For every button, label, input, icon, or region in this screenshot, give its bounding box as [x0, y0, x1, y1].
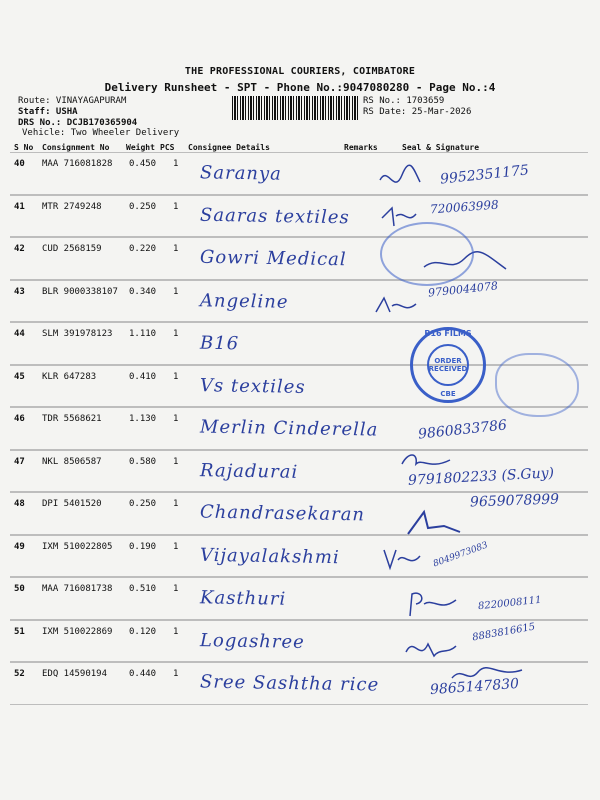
- stamp-bottom-text: CBE: [440, 390, 456, 398]
- row-consignee: Angeline: [199, 289, 289, 313]
- stamp-top-text: B16 FILMS: [424, 329, 472, 338]
- table-row: [10, 195, 588, 238]
- row-consignee: Sree Sashtha rice: [199, 671, 380, 696]
- company-title: THE PROFESSIONAL COURIERS, COIMBATORE: [184, 66, 416, 77]
- col-consignee: Consignee Details: [188, 143, 270, 152]
- row-consignee: Saaras textiles: [199, 204, 350, 228]
- row-sno: 43: [14, 286, 25, 297]
- row-sno: 44: [14, 329, 25, 339]
- row-weight: 0.440: [129, 669, 157, 679]
- row-pcs: 1: [173, 329, 179, 339]
- stamp-center-text: ORDER RECEIVED: [427, 344, 469, 386]
- row-consignee: Saranya: [199, 162, 283, 185]
- row-consignment: IXM 510022869: [42, 626, 113, 637]
- row-sno: 50: [14, 584, 25, 594]
- row-consignment: SLM 391978123: [42, 329, 113, 339]
- row-phone: 8220008111: [477, 594, 543, 613]
- row-consignee: Logashree: [199, 629, 305, 653]
- row-consignee: Rajadurai: [199, 459, 299, 483]
- row-consignment: KLR 647283: [42, 371, 97, 382]
- row-pcs: 1: [173, 584, 179, 594]
- faded-stamp: [495, 353, 579, 417]
- table-row: [10, 450, 588, 493]
- row-weight: 0.220: [129, 244, 157, 254]
- row-sno: 51: [14, 626, 25, 637]
- row-pcs: 1: [173, 201, 179, 212]
- vehicle-label: Vehicle: Two Wheeler Delivery: [22, 128, 180, 138]
- row-consignee: Vijayalakshmi: [199, 544, 340, 568]
- signature-49: [380, 542, 430, 574]
- table-row: [10, 620, 588, 663]
- table-row: [10, 407, 588, 450]
- row-pcs: 1: [173, 244, 179, 254]
- table-row: [10, 492, 588, 535]
- route-label: Route: VINAYAGAPURAM: [18, 96, 127, 106]
- row-sno: 46: [14, 414, 25, 424]
- row-phone: 9860833786: [417, 417, 508, 443]
- runsheet-subtitle: Delivery Runsheet - SPT - Phone No.:9047080280 - Page No.:4: [104, 81, 496, 94]
- row-phone: 8049973083: [432, 540, 490, 569]
- row-pcs: 1: [173, 626, 179, 637]
- staff-label: Staff: USHA: [18, 107, 78, 117]
- row-weight: 0.450: [129, 159, 157, 169]
- col-consignment: Consignment No: [42, 143, 110, 152]
- row-phone: 9659078999: [469, 491, 560, 511]
- row-weight: 0.340: [129, 286, 157, 297]
- rs-number: RS No.: 1703659: [363, 96, 445, 106]
- row-pcs: 1: [173, 371, 179, 382]
- row-consignee: Kasthuri: [199, 587, 287, 610]
- row-phone: 9865147830: [429, 675, 520, 699]
- row-weight: 0.410: [129, 371, 157, 382]
- table-row: [10, 535, 588, 578]
- row-consignee: Vs textiles: [199, 374, 306, 398]
- row-consignee: B16: [199, 332, 240, 355]
- row-phone: 9952351175: [439, 162, 530, 188]
- signature-47: [396, 450, 456, 476]
- rs-date: RS Date: 25-Mar-2026: [363, 107, 472, 117]
- row-pcs: 1: [173, 159, 179, 169]
- row-sno: 48: [14, 499, 25, 509]
- col-seal: Seal & Signature: [402, 143, 480, 152]
- row-sno: 45: [14, 371, 25, 382]
- row-consignment: MAA 716081828: [42, 159, 113, 169]
- col-pcs: PCS: [160, 143, 175, 152]
- row-weight: 0.510: [129, 584, 157, 594]
- row-consignment: MAA 716081738: [42, 584, 113, 594]
- order-received-stamp: [410, 327, 486, 403]
- row-consignment: TDR 5568621: [42, 414, 102, 424]
- signature-48: [404, 508, 464, 538]
- row-weight: 0.580: [129, 456, 157, 467]
- row-sno: 42: [14, 244, 25, 254]
- table-row: [10, 322, 588, 365]
- table-row: [10, 577, 588, 620]
- row-sno: 41: [14, 201, 25, 212]
- col-weight: Weight: [126, 143, 155, 152]
- signature-43: [372, 292, 422, 320]
- row-pcs: 1: [173, 541, 179, 552]
- row-weight: 0.190: [129, 541, 157, 552]
- row-phone: 8883816615: [471, 621, 537, 643]
- row-weight: 0.250: [129, 201, 157, 212]
- col-remarks: Remarks: [344, 143, 378, 152]
- row-sno: 49: [14, 541, 25, 552]
- signature-52: [448, 664, 528, 686]
- row-weight: 0.120: [129, 626, 157, 637]
- signature-50: [404, 588, 464, 622]
- row-pcs: 1: [173, 286, 179, 297]
- row-pcs: 1: [173, 456, 179, 467]
- col-sno: S No: [14, 143, 34, 152]
- row-consignee: Chandrasekaran: [199, 501, 366, 526]
- row-pcs: 1: [173, 414, 179, 424]
- row-sno: 47: [14, 456, 25, 467]
- row-consignee: Merlin Cinderella: [199, 416, 379, 441]
- drs-number: DRS No.: DCJB170365904: [18, 118, 138, 128]
- row-consignment: EDQ 14590194: [42, 669, 108, 679]
- row-consignment: MTR 2749248: [42, 201, 102, 212]
- signature-40: [370, 160, 450, 200]
- row-consignment: IXM 510022805: [42, 541, 113, 552]
- faded-stamp: [380, 222, 474, 286]
- row-consignment: DPI 5401520: [42, 499, 102, 509]
- row-weight: 1.130: [129, 414, 157, 424]
- table-row: [10, 280, 588, 323]
- row-consignment: CUD 2568159: [42, 244, 102, 254]
- runsheet-table: [10, 152, 588, 705]
- row-weight: 0.250: [129, 499, 157, 509]
- row-sno: 40: [14, 159, 25, 169]
- row-sno: 52: [14, 669, 25, 679]
- row-consignee: Gowri Medical: [199, 246, 347, 271]
- row-phone: 9790044078: [427, 278, 499, 300]
- row-weight: 1.110: [129, 329, 157, 339]
- row-phone: 720063998: [429, 197, 500, 216]
- barcode: [232, 96, 360, 120]
- row-pcs: 1: [173, 499, 179, 509]
- row-consignment: NKL 8506587: [42, 456, 102, 467]
- signature-51: [400, 632, 460, 666]
- row-consignment: BLR 9000338107: [42, 286, 118, 297]
- row-phone: 9791802233 (S.Guy): [407, 464, 555, 489]
- table-row: [10, 152, 588, 195]
- row-pcs: 1: [173, 669, 179, 679]
